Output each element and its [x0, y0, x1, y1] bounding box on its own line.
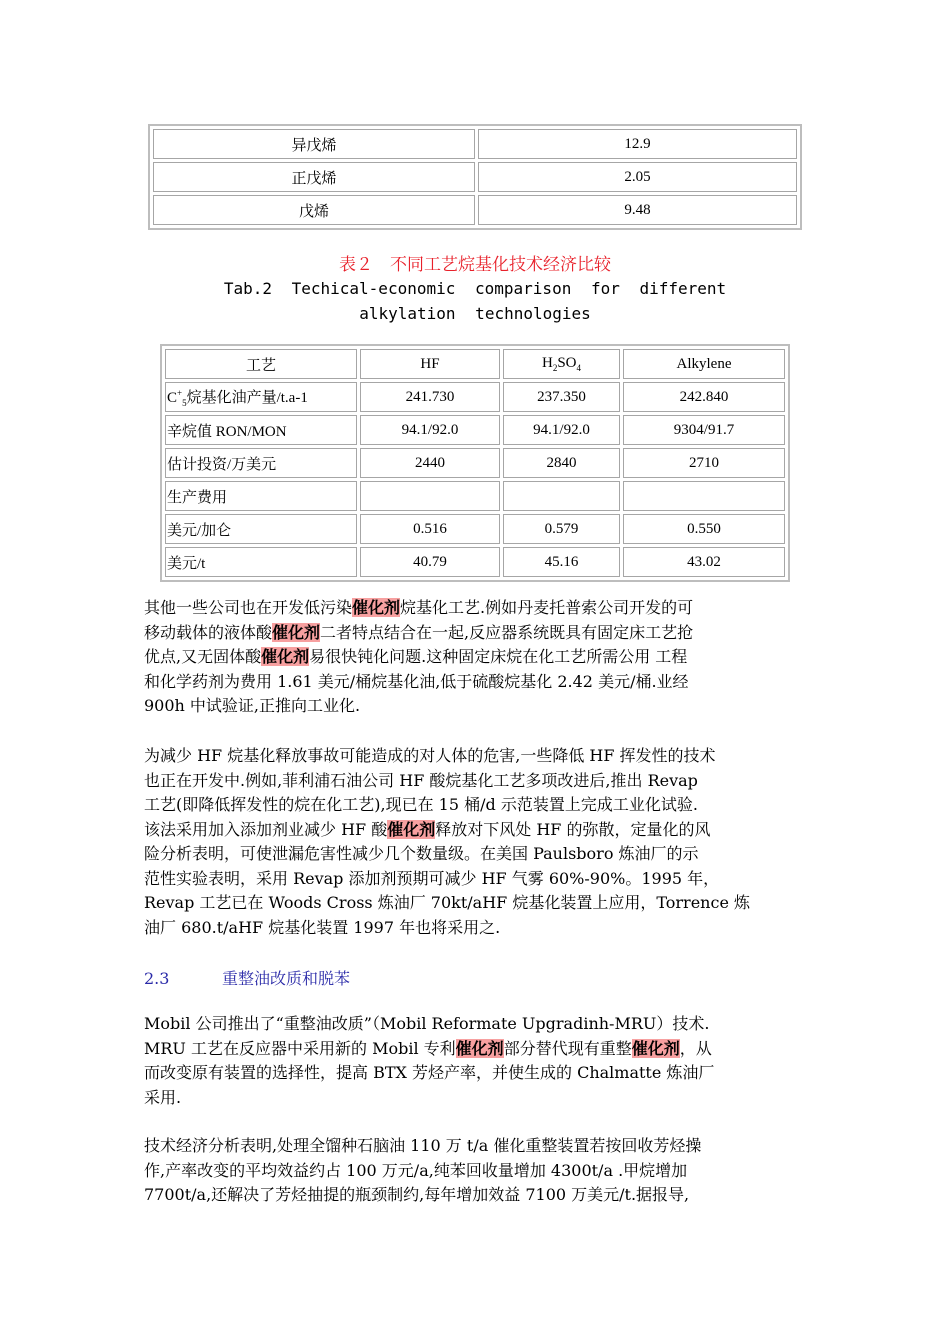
table-cell: [503, 481, 620, 511]
text-run: 二者特点结合在一起,反应器系统既具有固定床工艺抢: [320, 622, 694, 642]
table-row: [165, 448, 785, 478]
table-cell: 242.840: [623, 382, 785, 412]
section-number: 2.3: [144, 969, 170, 988]
text-run: MRU 工艺在反应器中采用新的 Mobil 专利: [144, 1038, 456, 1058]
table-cell: 12.9: [478, 129, 797, 159]
text-run: 易很快钝化问题.这种固定床烷在化工艺所需公用 工程: [309, 647, 688, 666]
text-run: 部分替代现有重整: [503, 1038, 632, 1058]
text-line: 油厂 680.t/aHF 烷基化装置 1997 年也将采用之.: [144, 917, 501, 937]
table-row: [165, 547, 785, 577]
text-line: [144, 621, 814, 646]
row-label: 估计投资/万美元: [165, 448, 357, 478]
table-row: [165, 415, 785, 445]
text-line: [144, 818, 814, 843]
caption-en-line: Tab.2 Techical-economic comparison for different: [223, 279, 727, 298]
table-cell: 94.1/92.0: [503, 415, 620, 445]
table-cell: 2840: [503, 448, 620, 478]
table-cell: 241.730: [360, 382, 500, 412]
paragraph-1: [144, 596, 814, 719]
table-cell: [623, 481, 785, 511]
table-cell: 2710: [623, 448, 785, 478]
header-cell: [503, 349, 620, 379]
highlight-term: 催化剂: [631, 1038, 680, 1058]
highlight-term: 催化剂: [352, 598, 401, 617]
header-cell: HF: [360, 349, 500, 379]
text-line: 900h 中试验证,正推向工业化.: [144, 696, 361, 715]
label-text: 烷基化油产量/t.a-1: [186, 390, 308, 406]
text-line: 险分析表明，可使泄漏危害性减少几个数量级。在美国 Paulsboro 炼油厂的示: [144, 844, 699, 863]
text-run: 优点,又无固体酸: [144, 647, 262, 666]
table-cell: 戊烯: [153, 195, 475, 225]
h2so4-sub: 2: [552, 363, 558, 373]
text-line: 范性实验表明，采用 Revap 添加剂预期可减少 HF 气雾 60%-90%。1995 年，: [144, 868, 720, 888]
text-line: 采用.: [144, 1087, 182, 1107]
row-label: 辛烷值 RON/MON: [165, 415, 357, 445]
table-row: [153, 195, 797, 225]
table-caption-en: [190, 276, 760, 326]
row-label: 生产费用: [165, 481, 357, 511]
table-cell: 0.550: [623, 514, 785, 544]
table-row: [153, 162, 797, 192]
label-text: C: [167, 390, 178, 406]
row-label: [165, 382, 357, 412]
section-title: 重整油改质和脱苯: [222, 969, 351, 988]
highlight-term: 催化剂: [387, 819, 436, 839]
text-run: 释放对下风处 HF 的弥散，定量化的风: [435, 819, 711, 839]
header-cell: 工艺: [165, 349, 357, 379]
label-sup: +: [177, 388, 183, 398]
highlight-term: 催化剂: [455, 1038, 504, 1058]
highlight-term: 催化剂: [272, 622, 321, 642]
table-cell: 2440: [360, 448, 500, 478]
table-cell: [360, 481, 500, 511]
table-header-row: [165, 349, 785, 379]
table-cell: 0.579: [503, 514, 620, 544]
row-label: 美元/加仑: [165, 514, 357, 544]
text-line: 也正在开发中.例如,菲利浦石油公司 HF 酸烷基化工艺多项改进后,推出 Revap: [144, 770, 698, 790]
text-run: ，从: [679, 1038, 712, 1058]
table-cell: 异戊烯: [153, 129, 475, 159]
text-run: 该法采用加入添加剂业减少 HF 酸: [144, 819, 388, 839]
text-line: 而改变原有装置的选择性，提高 BTX 芳烃产率，并使生成的 Chalmatte 炼油厂: [144, 1063, 715, 1082]
text-line: 作,产率改变的平均效益约占 100 万元/a,纯苯回收量增加 4300t/a .甲烷增加: [144, 1160, 688, 1180]
paragraph-2: [144, 744, 814, 940]
table-cell: 43.02: [623, 547, 785, 577]
text-run: 移动载体的液体酸: [144, 622, 273, 642]
table-cell: 9304/91.7: [623, 415, 785, 445]
row-label: 美元/t: [165, 547, 357, 577]
text-line: 7700t/a,还解决了芳烃抽提的瓶颈制约,每年增加效益 7100 万美元/t.据报导,: [144, 1185, 690, 1204]
caption-en-line: alkylation technologies: [359, 304, 591, 323]
text-line: Revap 工艺已在 Woods Cross 炼油厂 70kt/aHF 烷基化装置上应用，Torrence 炼: [144, 893, 750, 912]
h2so4-text: SO: [557, 355, 577, 371]
composition-table: [148, 124, 802, 230]
table-cell: 2.05: [478, 162, 797, 192]
paragraph-3: [144, 1012, 814, 1110]
table-cell: 45.16: [503, 547, 620, 577]
text-line: 和化学药剂为费用 1.61 美元/桶烷基化油,低于硫酸烷基化 2.42 美元/桶.业经: [144, 671, 689, 691]
paragraph-4: [144, 1134, 814, 1208]
table-cell: 40.79: [360, 547, 500, 577]
table-row: [165, 481, 785, 511]
text-line: [144, 645, 814, 670]
header-cell: Alkylene: [623, 349, 785, 379]
label-sub: 5: [182, 398, 187, 408]
text-run: 其他一些公司也在开发低污染: [144, 598, 353, 617]
h2so4-text: H: [541, 355, 553, 371]
text-line: [144, 1037, 814, 1062]
text-run: 烷基化工艺.例如丹麦托普索公司开发的可: [400, 598, 694, 617]
table-row: [153, 129, 797, 159]
text-line: 为减少 HF 烷基化释放事故可能造成的对人体的危害,一些降低 HF 挥发性的技术: [144, 746, 716, 765]
text-line: 工艺(即降低挥发性的烷在化工艺),现已在 15 桶/d 示范装置上完成工业化试验.: [144, 795, 698, 814]
h2so4-sub: 4: [576, 363, 582, 373]
table-cell: 237.350: [503, 382, 620, 412]
table-cell: 正戊烯: [153, 162, 475, 192]
section-heading: [144, 966, 350, 989]
highlight-term: 催化剂: [261, 647, 310, 666]
text-line: Mobil 公司推出了“重整油改质”（Mobil Reformate Upgradinh-MRU）技术.: [144, 1014, 710, 1033]
table-caption-cn: 表２ 不同工艺烷基化技术经济比较: [339, 255, 611, 275]
comparison-table: [160, 344, 790, 582]
table-cell: 9.48: [478, 195, 797, 225]
text-line: 技术经济分析表明,处理全馏种石脑油 110 万 t/a 催化重整装置若按回收芳烃操: [144, 1136, 702, 1155]
table-row: [165, 514, 785, 544]
text-line: [144, 596, 814, 621]
table-row: [165, 382, 785, 412]
table-cell: 0.516: [360, 514, 500, 544]
table-cell: 94.1/92.0: [360, 415, 500, 445]
